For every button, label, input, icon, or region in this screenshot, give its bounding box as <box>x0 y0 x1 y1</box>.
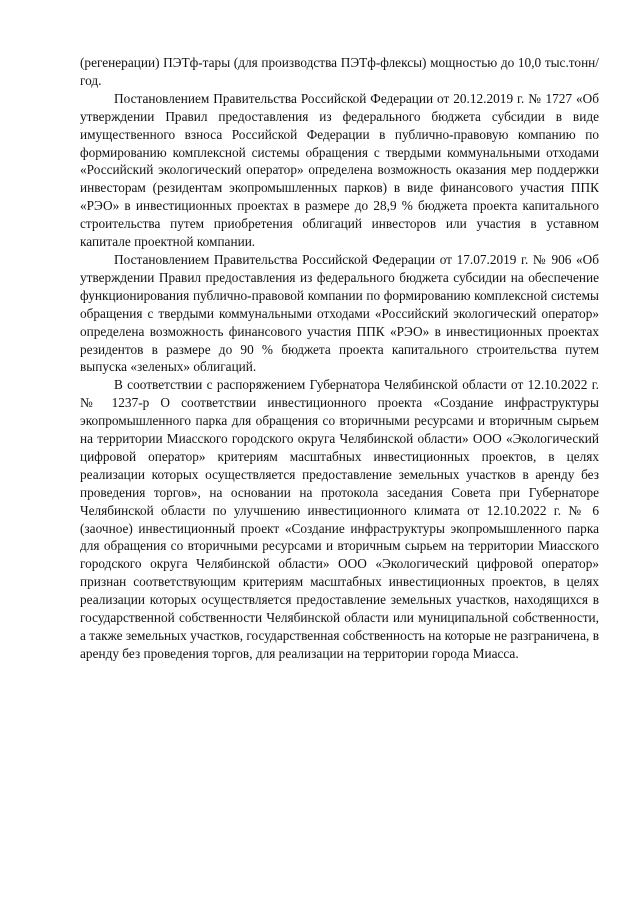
paragraph-resolution-906: Постановлением Правительства Российской Федерации от 17.07.2019 г. № 906 «Об утверждении Правил предоставления из федерального бюджета субсидии на обеспечение функционирования публично-правовой компании по формированию комплексной системы обращения с твердыми коммунальными отходами «Российский экологический оператор» определена возможность финансового участия ППК «РЭО» в инвестиционных проектах резидентов в размере до 90 % бюджета проекта капитального строительства путем выпуска «зеленых» облигаций. <box>80 251 599 375</box>
paragraph-continuation: (регенерации) ПЭТф-тары (для производства ПЭТф-флексы) мощностью до 10,0 тыс.тонн/год. <box>80 55 599 88</box>
paragraph-governor-order: В соответствии с распоряжением Губернатора Челябинской области от 12.10.2022 г. № 1237-р О соответствии инвестиционного проекта «Создание инфраструктуры экопромышленного парка для обращения со вторичными ресурсами и вторичным сырьем на территории Миасского городского округа Челябинской области» ООО «Экологический цифровой оператор» критериям масштабных инвестиционных проектов, в целях реализации которых осуществляется предоставление земельных участков в аренду без проведения торгов», на основании на протокола заседания Совета при Губернаторе Челябинской области по улучшению инвестиционного климата от 12.10.2022 г. № 6 (заочное) инвестиционный проект «Создание инфраструктуры экопромышленного парка для обращения со вторичными ресурсами и вторичным сырьем на территории Миасского городского округа Челябинской области» ООО «Экологический цифровой оператор» признан соответствующим критериям масштабных инвестиционных проектов, в целях реализации которых осуществляется предоставление земельных участков, находящихся в государственной собственности Челябинской области или муниципальной собственности, а также земельных участков, государственная собственность на которые не разграничена, в аренду без проведения торгов, для реализации на территории города Миасса. <box>80 377 599 661</box>
paragraph-resolution-1727: Постановлением Правительства Российской Федерации от 20.12.2019 г. № 1727 «Об утверждении Правил предоставления из федерального бюджета субсидии в виде имущественного взноса Российской Федерации в публично-правовую компанию по формированию комплексной системы обращения с твердыми коммунальными отходами «Российский экологический оператор» определена возможность оказания мер поддержки инвесторам (резидентам экопромышленных парков) в виде финансового участия ППК «РЭО» в инвестиционных проектах в размере до 28,9 % бюджета проекта капитального строительства путем приобретения облигаций инвесторов или участия в уставном капитале проектной компании. <box>80 90 599 250</box>
